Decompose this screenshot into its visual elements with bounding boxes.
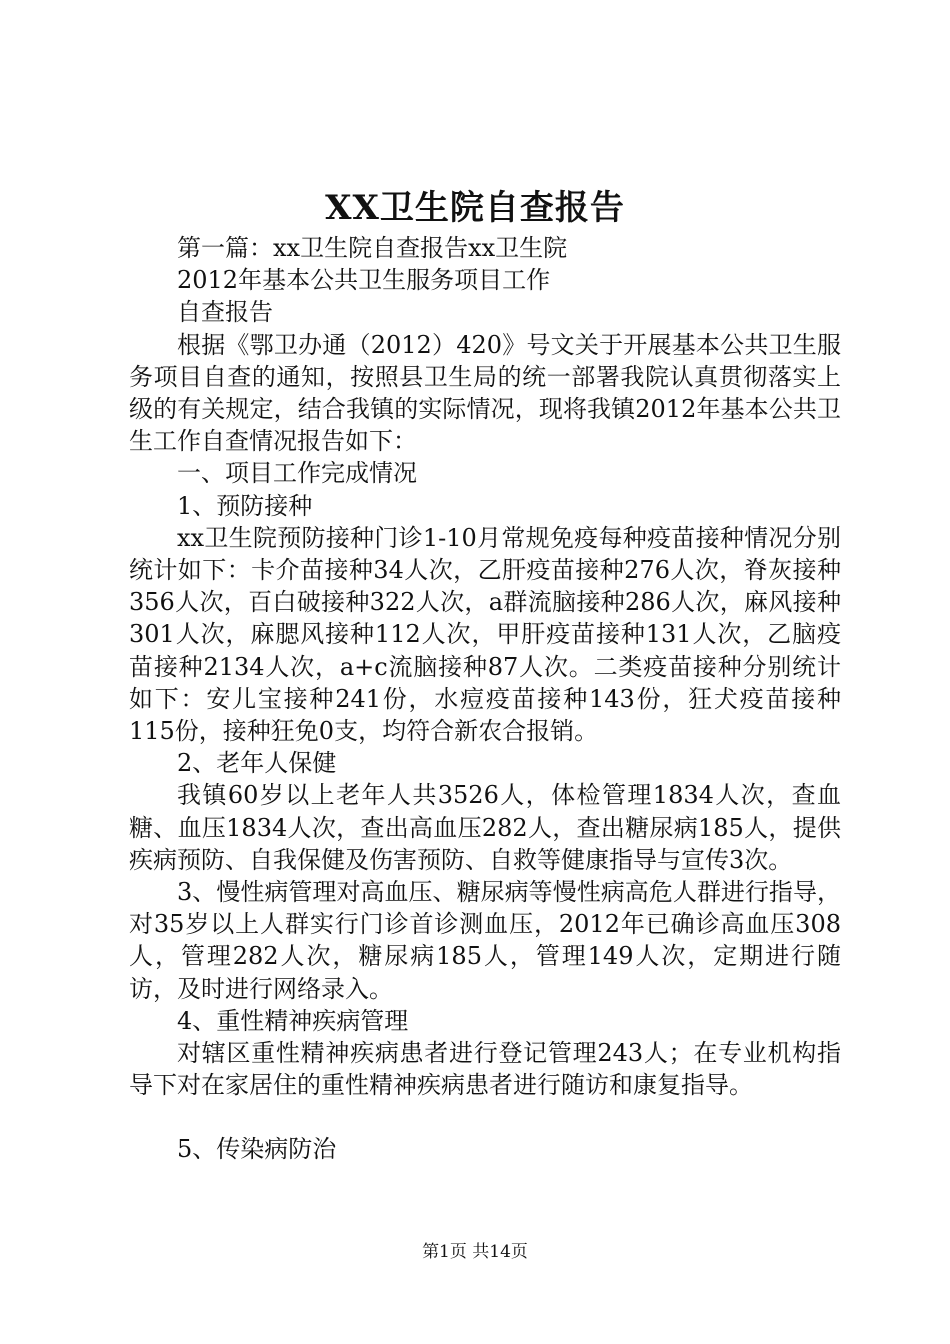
subheading-mental-illness: 4、重性精神疾病管理	[177, 1006, 409, 1035]
subheading-vaccination: 1、预防接种	[177, 491, 313, 520]
page-number-footer: 第1页 共14页	[422, 1242, 528, 1262]
paragraph-chronic-disease: 3、慢性病管理对高血压、糖尿病等慢性病高危人群进行指导，对35岁以上人群实行门诊首诊测血压，2012年已确诊高血压308人，管理282人次，糖尿病185人，管理149人次，定期进行随访，及时进行网络录入。	[129, 878, 841, 1003]
paragraph-intro-line-1: 第一篇：xx卫生院自查报告xx卫生院	[177, 234, 568, 262]
document-body	[129, 232, 841, 1166]
paragraph-vaccination: xx卫生院预防接种门诊1-10月常规免疫每种疫苗接种情况分别统计如下：卡介苗接种34人次，乙肝疫苗接种276人次，脊灰接种356人次，百白破接种322人次，a群流脑接种286人次，麻风接种301人次，麻腮风接种112人次，甲肝疫苗接种131人次，乙脑疫苗接种2134人次，a+c流脑接种87人次。二类疫苗接种分别统计如下：安儿宝接种241份，水痘疫苗接种143份，狂犬疫苗接种115份，接种狂免0支，均符合新农合报销。	[129, 523, 841, 746]
paragraph-intro-line-3: 自查报告	[177, 298, 273, 327]
paragraph-intro-line-2: 2012年基本公共卫生服务项目工作	[177, 266, 551, 295]
subheading-infectious-disease: 5、传染病防治	[177, 1135, 337, 1164]
section-heading-project-status: 一、项目工作完成情况	[177, 459, 417, 488]
paragraph-elderly-care: 我镇60岁以上老年人共3526人，体检管理1834人次，查血糖、血压1834人次，查出高血压282人，查出糖尿病185人，提供疾病预防、自我保健及伤害预防、自救等健康指导与宣传3次。	[129, 781, 841, 874]
document-title: XX卫生院自查报告	[325, 188, 625, 228]
paragraph-mental-illness: 对辖区重性精神疾病患者进行登记管理243人；在专业机构指导下对在家居住的重性精神疾病患者进行随访和康复指导。	[129, 1039, 841, 1100]
paragraph-spacer	[129, 1101, 841, 1133]
paragraph-basis: 根据《鄂卫办通（2012）420》号文关于开展基本公共卫生服务项目自查的通知，按照县卫生局的统一部署我院认真贯彻落实上级的有关规定，结合我镇的实际情况，现将我镇2012年基本公共卫生工作自查情况报告如下：	[129, 330, 841, 456]
subheading-elderly-care: 2、老年人保健	[177, 749, 337, 778]
